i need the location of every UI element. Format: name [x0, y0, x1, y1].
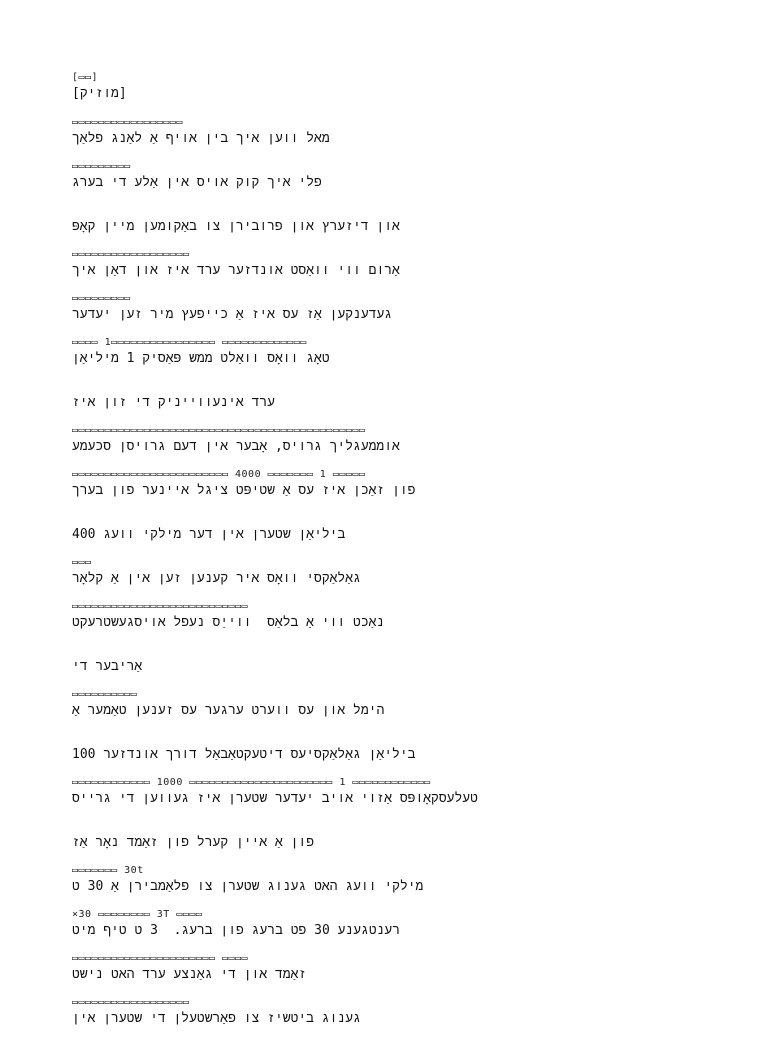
lyric-text: רענטגענע 30 פט ברעג פון ברעג. 3 ט טיף מיט: [72, 923, 401, 938]
placeholder-line: [72, 819, 692, 835]
yiddish-lyric-line: [72, 835, 692, 851]
yiddish-lyric-line: [72, 879, 692, 895]
lyrics-block: [72, 995, 692, 1039]
yiddish-lyric-line: [72, 615, 692, 631]
placeholder-line: ▭▭▭▭▭▭▭▭▭▭: [72, 689, 138, 700]
lyrics-block: [72, 819, 692, 863]
placeholder-line: ▭▭▭▭▭▭▭▭▭▭▭▭▭▭▭▭▭▭: [72, 249, 190, 260]
yiddish-lyric-line: [72, 791, 692, 807]
yiddish-lyric-line: [72, 307, 692, 323]
lyrics-block: [72, 731, 692, 775]
lyrics-block: [72, 511, 692, 555]
lyrics-block: [72, 467, 692, 511]
placeholder-line: ▭▭▭▭▭▭▭▭▭▭▭▭▭▭▭▭▭▭▭▭▭▭▭▭ 4000 ▭▭▭▭▭▭▭ 1 ▭▭▭▭▭: [72, 469, 366, 480]
lyric-text: גענוג ביטשיז צו פאַרשטעלן די שטערן אין: [72, 1011, 361, 1026]
lyric-text: ערד אינעווייניק די זון איז: [72, 395, 275, 410]
lyrics-block: [72, 247, 692, 291]
yiddish-lyric-line: [72, 263, 692, 279]
yiddish-lyric-line: [72, 439, 692, 455]
lyrics-block: [72, 907, 692, 951]
lyric-text: ביליאַן גאַלאַקסיעס דיטעקטאַבאַל דורך אונדזער 100: [72, 747, 416, 762]
yiddish-lyric-line: [72, 527, 692, 543]
lyric-text: גאַלאַקסי וואָס איר קענען זען אין אַ קלאָר: [72, 571, 361, 586]
placeholder-line: ▭▭▭▭▭▭▭▭▭▭▭▭▭▭▭▭▭▭: [72, 997, 190, 1008]
placeholder-line: ▭▭▭▭▭▭▭▭▭: [72, 161, 131, 172]
lyric-text: געדענקען אַז עס איז אַ כייפעץ מיר זען יעדער: [72, 307, 393, 322]
placeholder-line: ▭▭▭▭▭▭▭ 30t: [72, 865, 144, 876]
lyrics-block: [72, 335, 692, 379]
yiddish-lyric-line: [72, 175, 692, 191]
placeholder-line: [72, 379, 692, 395]
placeholder-line: ▭▭▭▭▭▭▭▭▭: [72, 293, 131, 304]
lyrics-block: [72, 159, 692, 203]
lyrics-block: [72, 599, 692, 643]
yiddish-lyric-line: [72, 395, 692, 411]
lyrics-block: [72, 687, 692, 731]
header-placeholder-line: [▭▭]: [72, 72, 99, 83]
placeholder-line: ▭▭▭▭▭▭▭▭▭▭▭▭▭▭▭▭▭▭▭▭▭▭ ▭▭▭▭: [72, 953, 249, 964]
yiddish-lyric-line: [72, 967, 692, 983]
yiddish-lyric-line: [72, 571, 692, 587]
lyric-text: הימל און עס ווערט ערגער עס זענען טאַמער אַ: [72, 703, 385, 718]
lyrics-block: [72, 775, 692, 819]
yiddish-lyric-line: [72, 219, 692, 235]
placeholder-line: ▭▭▭▭▭▭▭▭▭▭▭▭ 1000 ▭▭▭▭▭▭▭▭▭▭▭▭▭▭▭▭▭▭▭▭▭▭ 1 ▭▭▭▭▭▭▭▭▭▭▭▭: [72, 777, 431, 788]
lyric-text: נאַכט ווי אַ בלאַס ווייַס נעפל אויסגעשטרעקט: [72, 615, 385, 630]
lyric-text: און דיזערץ און פרובירן צו באַקומען מיין קאָפּ: [72, 219, 400, 234]
yiddish-lyric-line: [72, 1011, 692, 1027]
placeholder-line: [72, 203, 692, 219]
lyric-text: אַריבער די: [72, 659, 143, 674]
lyrics-blocks: [72, 115, 692, 1039]
lyric-text: טעלעסקאָופּס אַזוי אויב יעדער שטערן איז געווען די גרייס: [72, 791, 478, 806]
yiddish-lyric-line: [72, 747, 692, 763]
yiddish-lyric-line: [72, 131, 692, 147]
lyrics-block: [72, 555, 692, 599]
lyrics-block: [72, 379, 692, 423]
yiddish-lyric-line: [72, 483, 692, 499]
placeholder-line: [72, 643, 692, 659]
lyric-text: אוממעגליך גרויס, אָבער אין דעם גרויסן סכעמע: [72, 439, 400, 454]
lyric-text: פון אַ איין קערל פון זאַמד נאָר אַז: [72, 835, 315, 850]
lyric-text: אַרום ווי וואַסט אונדזער ערד איז און דאַן איך: [72, 263, 400, 278]
lyric-text: טאָג וואָס וואַלט ממש פּאַסיק 1 מיליאַן: [72, 351, 330, 366]
lyric-text: מאל ווען איך בין אויף אַ לאַנג פלאַך: [72, 131, 330, 146]
lyric-text: ביליאַן שטערן אין דער מילקי וועג 400: [72, 527, 346, 542]
placeholder-line: ×30 ▭▭▭▭▭▭▭▭ 3T ▭▭▭▭: [72, 909, 203, 920]
placeholder-line: ▭▭▭: [72, 557, 92, 568]
lyric-text: זאַמד און די גאַנצע ערד האט נישט: [72, 967, 307, 982]
placeholder-line: ▭▭▭▭▭▭▭▭▭▭▭▭▭▭▭▭▭: [72, 117, 183, 128]
lyrics-block: [72, 291, 692, 335]
lyrics-block: [72, 643, 692, 687]
placeholder-line: ▭▭▭▭▭▭▭▭▭▭▭▭▭▭▭▭▭▭▭▭▭▭▭▭▭▭▭▭▭▭▭▭▭▭▭▭▭▭▭▭▭▭▭▭▭: [72, 425, 366, 436]
lyrics-document: [72, 70, 692, 1039]
lyric-text: פון זאַכן איז עס אַ שטיפּט ציגל איינער פון בערך: [72, 483, 416, 498]
placeholder-line: [72, 511, 692, 527]
lyrics-block: [72, 863, 692, 907]
yiddish-lyric-line: [72, 923, 692, 939]
placeholder-line: ▭▭▭▭ 1▭▭▭▭▭▭▭▭▭▭▭▭▭▭▭▭ ▭▭▭▭▭▭▭▭▭▭▭▭▭: [72, 337, 307, 348]
lyrics-block: [72, 951, 692, 995]
lyrics-block: [72, 423, 692, 467]
lyrics-block: [72, 115, 692, 159]
lyric-text: מילקי וועג האט גענוג שטערן צו פלאַמבירן אַ 30 ט: [72, 879, 424, 894]
yiddish-lyric-line: [72, 351, 692, 367]
yiddish-lyric-line: [72, 659, 692, 675]
lyrics-block: [72, 203, 692, 247]
header-title-line: [מוזיק]: [72, 86, 127, 101]
lyric-text: פלי איך קוק אויס אין אַלע די בערג: [72, 175, 322, 190]
yiddish-lyric-line: [72, 703, 692, 719]
placeholder-line: ▭▭▭▭▭▭▭▭▭▭▭▭▭▭▭▭▭▭▭▭▭▭▭▭▭▭▭: [72, 601, 249, 612]
placeholder-line: [72, 731, 692, 747]
